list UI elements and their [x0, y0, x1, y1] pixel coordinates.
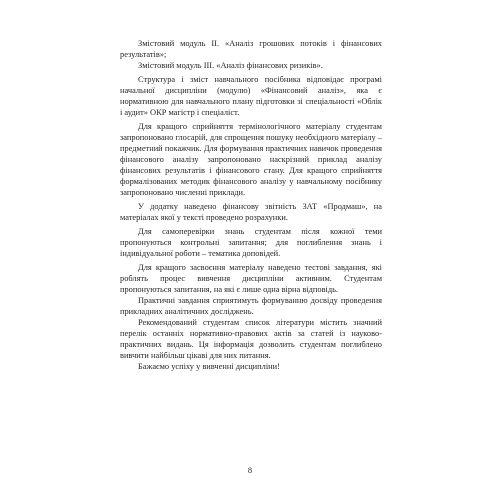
- paragraph-practical: Практичні завдання сприятимуть формуванню досвіду проведення прикладних аналітичних досліджень.: [120, 296, 382, 316]
- paragraph-structure: Структура і зміст навчального посібника відповідає програмі начальної дисципліни (модулю) «Фінансовий аналіз», яка є нормативною для навчального плану підготовки зі спеціальності «Облік і аудит» ОКР магістр і спеціаліст.: [120, 75, 382, 117]
- paragraph-glossary: Для кращого сприйняття термінологічного матеріалу студентам запропоновано глосарій, для спрощення пошуку необхідного матеріалу – предметний покажчик. Для формування практичних навичок проведення фінансового аналізу запропоновано наскрізний приклад аналізу фінансових результатів і фінансового стану. Для кращого сприйняття формалізованих методик фінансового аналізу у навчальному посібнику запропоновано численні приклади.: [120, 122, 382, 197]
- paragraph-tests: Для кращого засвоєння матеріалу наведено тестові завдання, які роблять процес вивчення дисципліни активним. Студентам пропонуються запитання, на які є лише одна вірна відповідь.: [120, 263, 382, 294]
- body-text: [120, 38, 382, 375]
- paragraph-literature: Рекомендований студентам список літератури містить значний перелік останніх нормативно-правових актів за статей із науково-практичних видань. Ця інформація дозволить студентам поглиблено вивчити найбільш цікаві для них питання.: [120, 318, 382, 360]
- page-number: 8: [247, 466, 253, 475]
- paragraph-closing: Бажаємо успіху у вивченні дисципліни!: [138, 362, 280, 371]
- paragraph-module-2: Змістовий модуль II. «Аналіз грошових потоків і фінансових результатів»;: [120, 39, 382, 59]
- paragraph-appendix: У додатку наведено фінансову звітність ЗАТ «Продмаш», на матеріалах якої у тексті проведено розрахунки.: [120, 202, 382, 222]
- paragraph-self-check: Для самоперевірки знань студентам після кожної теми пропонуються контрольні запитання; для поглиблення знань і індивідуальної роботи – тематика доповідей.: [120, 227, 382, 258]
- paragraph-module-3: Змістовий модуль III. «Аналіз фінансових ризиків».: [138, 61, 323, 70]
